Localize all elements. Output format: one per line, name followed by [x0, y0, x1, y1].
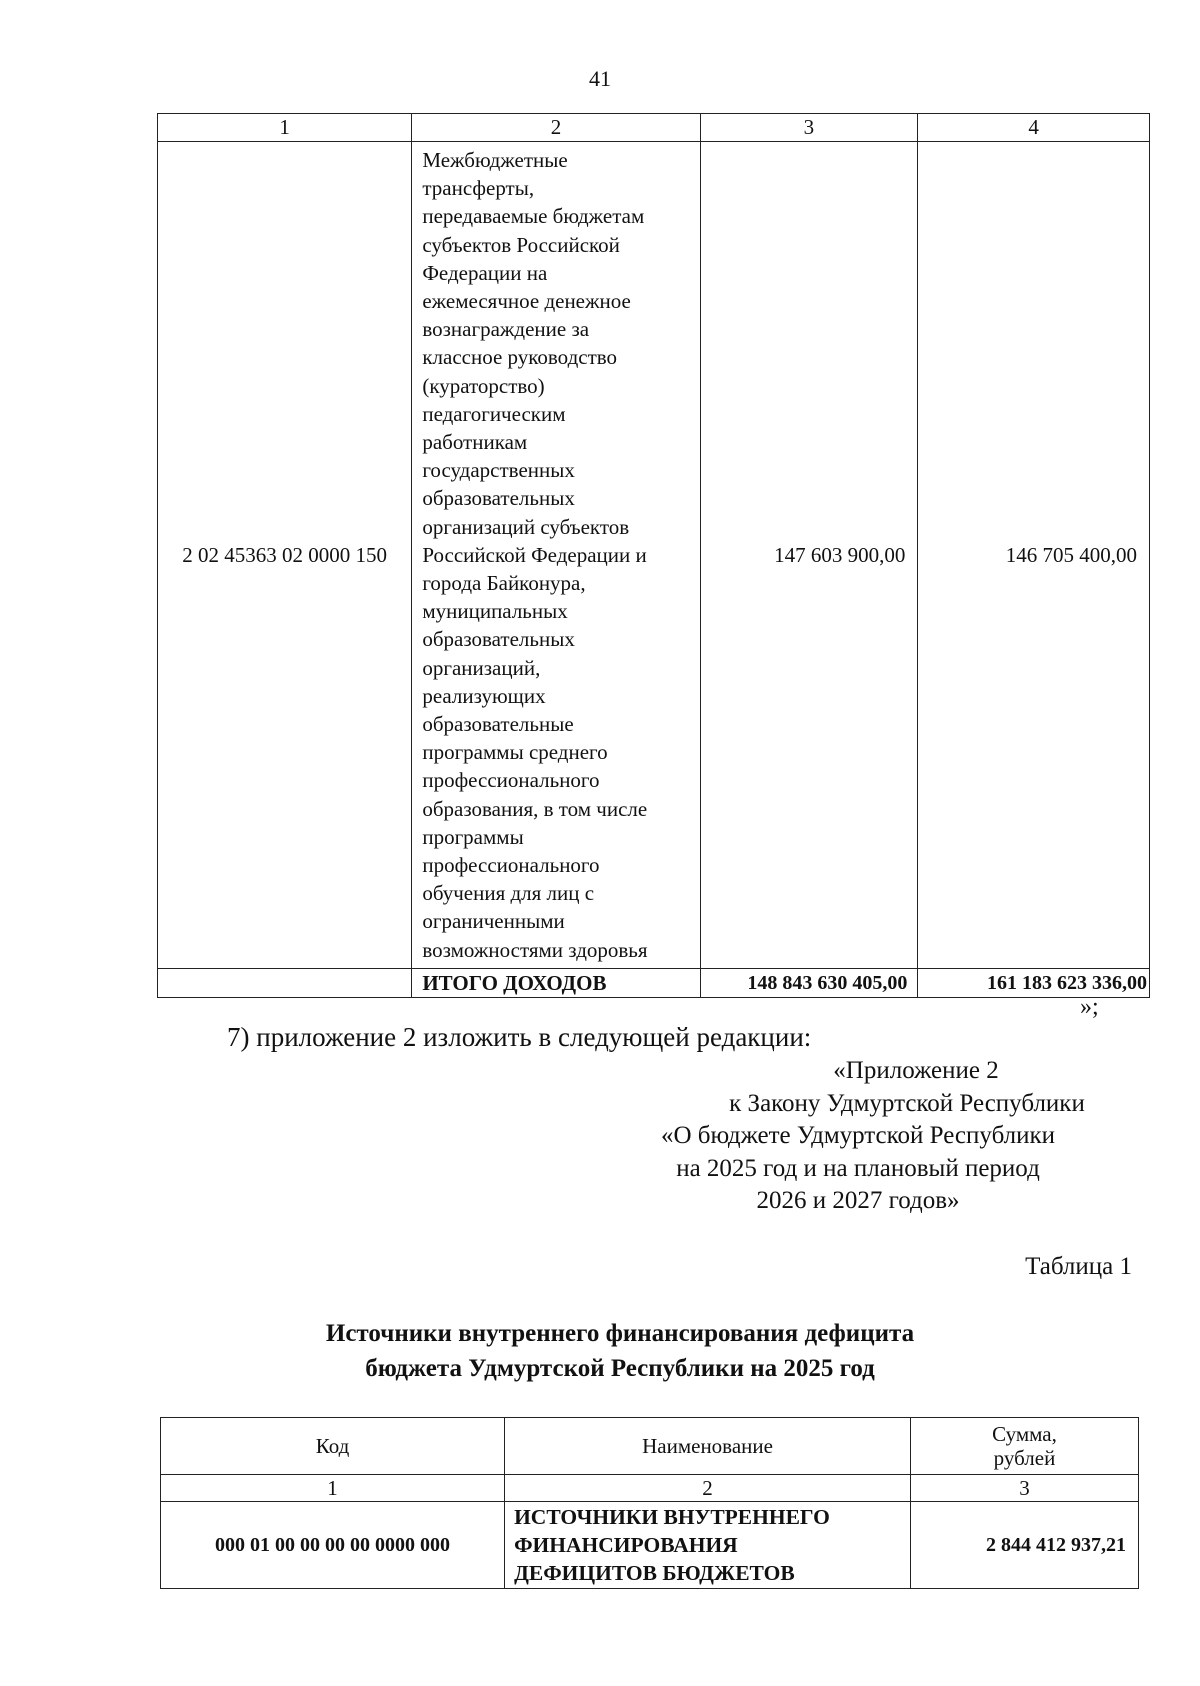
description-line: трансферты, [422, 176, 535, 201]
sources-index-row [161, 1475, 1139, 1502]
description-line: программы среднего [422, 740, 608, 765]
column-number-2: 2 [412, 114, 700, 142]
description-line: Российской Федерации и [422, 542, 647, 567]
total-row [158, 969, 1150, 998]
source-name-line: ИСТОЧНИКИ ВНУТРЕННЕГО [514, 1505, 830, 1529]
description-line: передаваемые бюджетам [422, 204, 645, 229]
revenue-description [412, 142, 700, 969]
sources-header-row [161, 1418, 1139, 1475]
index-cell: 1 [161, 1475, 505, 1502]
table-label: Таблица 1 [1025, 1253, 1132, 1280]
appendix-line: «О бюджете Удмуртской Республики [660, 1122, 1056, 1149]
appendix-header [558, 1055, 1158, 1218]
description-line: обучения для лиц с [422, 881, 595, 906]
total-amount-col3: 148 843 630 405,00 [700, 969, 918, 998]
source-sum: 2 844 412 937,21 [910, 1502, 1138, 1589]
total-label: ИТОГО ДОХОДОВ [412, 969, 700, 998]
description-line: города Байконура, [422, 571, 586, 596]
header-sum [910, 1418, 1138, 1475]
column-number-1: 1 [158, 114, 412, 142]
amendment-paragraph: 7) приложение 2 изложить в следующей редакции: [227, 1022, 812, 1052]
header-sum-line: Сумма, [992, 1422, 1057, 1446]
description-line: вознаграждение за [422, 317, 590, 342]
source-name-line: ФИНАНСИРОВАНИЯ [514, 1533, 738, 1557]
description-line: ежемесячное денежное [422, 289, 631, 314]
description-line: образовательные [422, 712, 574, 737]
revenue-code: 2 02 45363 02 0000 150 [158, 142, 412, 969]
description-line: субъектов Российской [422, 232, 620, 257]
table-title-line: Источники внутреннего финансирования дефицита [325, 1320, 915, 1347]
header-sum-line: рублей [993, 1446, 1056, 1470]
description-line: работникам [422, 430, 528, 455]
appendix-line: на 2025 год и на плановый период [676, 1154, 1040, 1182]
description-line: образовательных [422, 486, 575, 511]
description-line: программы [422, 824, 524, 849]
index-cell: 3 [910, 1475, 1138, 1502]
table-row [161, 1502, 1139, 1589]
column-number-3: 3 [700, 114, 918, 142]
index-cell: 2 [505, 1475, 911, 1502]
description-line: возможностями здоровья [422, 937, 648, 962]
revenue-table [157, 113, 1150, 998]
revenue-amount-col4: 146 705 400,00 [918, 142, 1150, 969]
description-line: классное руководство [422, 345, 618, 370]
appendix-line: к Закону Удмуртской Республики [729, 1089, 1085, 1117]
source-name [505, 1502, 911, 1589]
page-number: 41 [589, 66, 611, 91]
table-title-line: бюджета Удмуртской Республики на 2025 год [365, 1355, 875, 1382]
column-number-4: 4 [918, 114, 1150, 142]
description-line: Межбюджетные [422, 148, 568, 172]
header-code: Код [161, 1418, 505, 1475]
table-title [0, 1316, 1200, 1386]
description-line: организаций субъектов [422, 514, 630, 539]
table-row [158, 142, 1150, 969]
description-line: реализующих [422, 683, 546, 708]
source-code: 000 01 00 00 00 00 0000 000 [161, 1502, 505, 1589]
appendix-line: 2026 и 2027 годов» [756, 1187, 960, 1214]
revenue-amount-col3: 147 603 900,00 [700, 142, 918, 969]
description-line: образования, в том числе [422, 796, 648, 821]
appendix-line: «Приложение 2 [833, 1057, 999, 1084]
description-line: Федерации на [422, 260, 548, 285]
description-line: педагогическим [422, 401, 566, 426]
source-name-line: ДЕФИЦИТОВ БЮДЖЕТОВ [514, 1561, 795, 1585]
description-line: профессионального [422, 768, 600, 793]
description-line: (кураторство) [422, 373, 545, 398]
closing-quote: »; [1080, 994, 1099, 1020]
description-line: государственных [422, 458, 575, 483]
description-line: организаций, [422, 655, 541, 680]
total-amount-col4: 161 183 623 336,00 [918, 969, 1150, 998]
sources-table [160, 1417, 1139, 1589]
description-line: ограниченными [422, 909, 565, 934]
description-line: муниципальных [422, 599, 568, 624]
header-name: Наименование [505, 1418, 911, 1475]
total-empty-cell [158, 969, 412, 998]
description-line: профессионального [422, 853, 600, 878]
description-line: образовательных [422, 627, 575, 652]
revenue-table-header-row [158, 114, 1150, 142]
